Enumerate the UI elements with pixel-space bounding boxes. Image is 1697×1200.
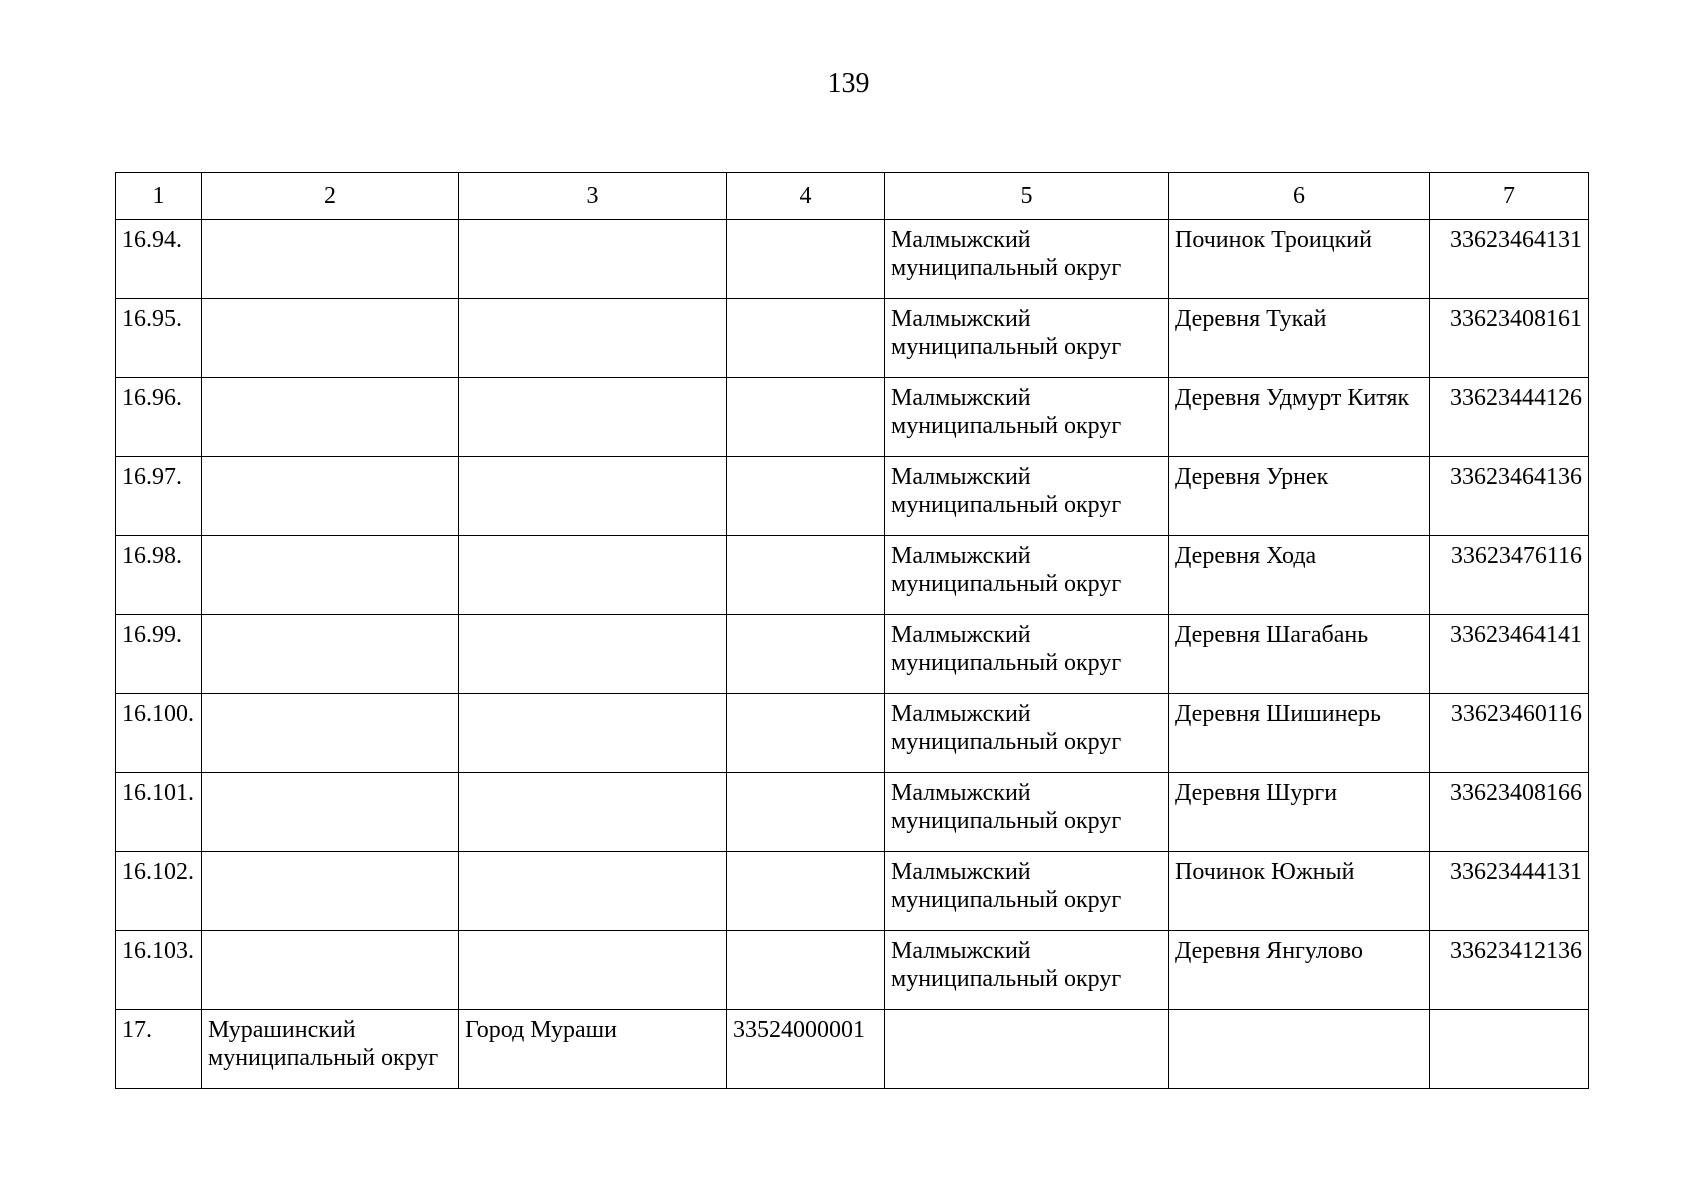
code-cell: 33623444131 [1430, 852, 1589, 931]
table-row [116, 852, 1589, 931]
cell [727, 536, 885, 615]
table-row [116, 378, 1589, 457]
cell [202, 931, 459, 1010]
cell [1430, 1010, 1589, 1089]
table-row [116, 615, 1589, 694]
column-header: 2 [202, 173, 459, 220]
code-cell: 33623460116 [1430, 694, 1589, 773]
settlement-cell: Деревня Шагабань [1169, 615, 1430, 694]
column-header: 5 [885, 173, 1169, 220]
row-number-cell: 16.100. [116, 694, 202, 773]
row-number-cell: 16.97. [116, 457, 202, 536]
settlement-cell: Деревня Шурги [1169, 773, 1430, 852]
table-row [116, 773, 1589, 852]
cell [727, 694, 885, 773]
cell [727, 773, 885, 852]
code-cell: 33524000001 [727, 1010, 885, 1089]
page-number: 139 [827, 68, 870, 99]
cell [727, 852, 885, 931]
cell [727, 615, 885, 694]
code-cell: 33623412136 [1430, 931, 1589, 1010]
table-header-row [116, 173, 1589, 220]
settlement-cell: Деревня Тукай [1169, 299, 1430, 378]
column-header: 7 [1430, 173, 1589, 220]
row-number-cell: 16.95. [116, 299, 202, 378]
cell [202, 457, 459, 536]
cell [459, 378, 727, 457]
row-number-cell: 16.98. [116, 536, 202, 615]
cell [202, 220, 459, 299]
table-row [116, 220, 1589, 299]
table-row [116, 299, 1589, 378]
cell [459, 536, 727, 615]
cell [727, 299, 885, 378]
settlement-cell: Деревня Удмурт Китяк [1169, 378, 1430, 457]
data-table [115, 172, 1589, 1089]
row-number-cell: 16.101. [116, 773, 202, 852]
column-header: 1 [116, 173, 202, 220]
settlement-cell: Деревня Хода [1169, 536, 1430, 615]
cell [202, 615, 459, 694]
cell [459, 457, 727, 536]
column-header: 3 [459, 173, 727, 220]
cell [202, 852, 459, 931]
district-cell: Малмыжский муниципальный округ [885, 852, 1169, 931]
cell [885, 1010, 1169, 1089]
table-row [116, 694, 1589, 773]
cell [459, 931, 727, 1010]
cell [727, 220, 885, 299]
district-cell: Малмыжский муниципальный округ [885, 931, 1169, 1010]
row-number-cell: 17. [116, 1010, 202, 1089]
cell [202, 299, 459, 378]
cell [459, 773, 727, 852]
table-row [116, 931, 1589, 1010]
row-number-cell: 16.94. [116, 220, 202, 299]
district-cell: Малмыжский муниципальный округ [885, 615, 1169, 694]
column-header: 4 [727, 173, 885, 220]
row-number-cell: 16.103. [116, 931, 202, 1010]
code-cell: 33623464131 [1430, 220, 1589, 299]
settlement-cell: Деревня Шишинерь [1169, 694, 1430, 773]
district-cell: Малмыжский муниципальный округ [885, 694, 1169, 773]
table-row [116, 457, 1589, 536]
district-cell: Малмыжский муниципальный округ [885, 536, 1169, 615]
cell [202, 773, 459, 852]
cell [202, 378, 459, 457]
row-number-cell: 16.96. [116, 378, 202, 457]
code-cell: 33623408161 [1430, 299, 1589, 378]
table-row [116, 1010, 1589, 1089]
district-cell: Малмыжский муниципальный округ [885, 220, 1169, 299]
district-cell: Малмыжский муниципальный округ [885, 457, 1169, 536]
row-number-cell: 16.102. [116, 852, 202, 931]
district-cell: Мурашинский муниципальный округ [202, 1010, 459, 1089]
cell [459, 694, 727, 773]
settlement-cell: Деревня Урнек [1169, 457, 1430, 536]
cell [1169, 1010, 1430, 1089]
code-cell: 33623464136 [1430, 457, 1589, 536]
code-cell: 33623444126 [1430, 378, 1589, 457]
cell [727, 457, 885, 536]
table-row [116, 536, 1589, 615]
settlement-cell: Город Мураши [459, 1010, 727, 1089]
cell [202, 536, 459, 615]
settlement-cell: Починок Троицкий [1169, 220, 1430, 299]
cell [459, 220, 727, 299]
column-header: 6 [1169, 173, 1430, 220]
district-cell: Малмыжский муниципальный округ [885, 773, 1169, 852]
settlement-cell: Починок Южный [1169, 852, 1430, 931]
cell [459, 615, 727, 694]
cell [727, 931, 885, 1010]
district-cell: Малмыжский муниципальный округ [885, 299, 1169, 378]
code-cell: 33623476116 [1430, 536, 1589, 615]
cell [202, 694, 459, 773]
code-cell: 33623464141 [1430, 615, 1589, 694]
district-cell: Малмыжский муниципальный округ [885, 378, 1169, 457]
cell [727, 378, 885, 457]
code-cell: 33623408166 [1430, 773, 1589, 852]
row-number-cell: 16.99. [116, 615, 202, 694]
cell [459, 299, 727, 378]
settlement-cell: Деревня Янгулово [1169, 931, 1430, 1010]
cell [459, 852, 727, 931]
